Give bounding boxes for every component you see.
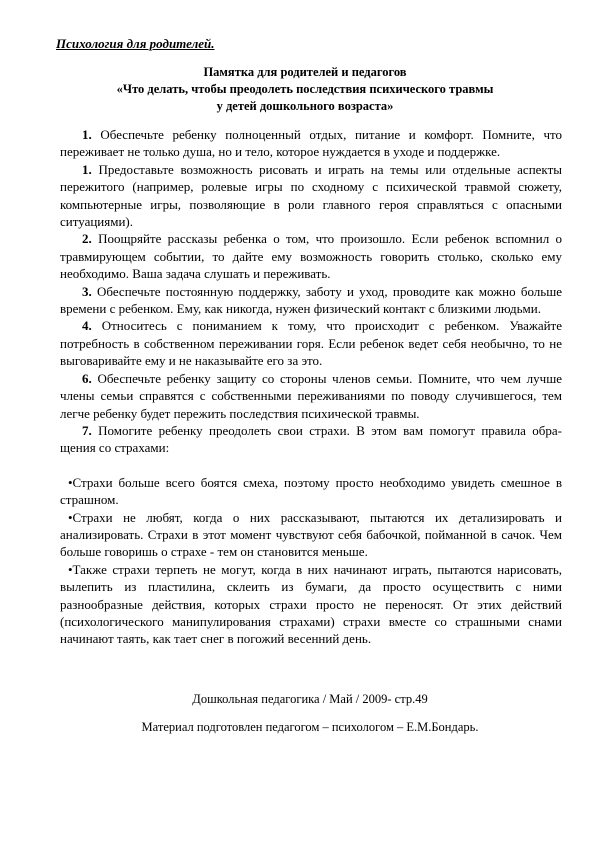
paragraph — [60, 161, 562, 231]
paragraph-number: 1. — [82, 127, 92, 142]
fear-rules-list — [60, 474, 562, 648]
heading-line-2: «Что делать, чтобы преодолеть последствия психического травмы — [116, 82, 494, 96]
memo-body — [60, 126, 562, 648]
paragraph — [60, 370, 562, 422]
paragraph-text: Обеспечьте ребенку защиту со стороны членов семьи. Помните, что чем лучше члены семьи справятся с собственными переживаниями по поводу случившегося, тем легче ребенку будет пережить последствия психической травмы. — [60, 370, 562, 421]
paragraph-text: Относитесь с пониманием к тому, что происходит с ребенком. Уважайте потребность в собственном переживании горя. Если ребенок ведет себя необычно, то не выговаривайте ему и не наказывайте его за это. — [60, 318, 562, 369]
paragraph-number: 3. — [82, 283, 92, 299]
author-credit: Материал подготовлен педагогом – психологом – Е.М.Бондарь. — [141, 720, 479, 734]
paragraph — [60, 230, 562, 282]
paragraph-number: 4. — [82, 318, 92, 334]
paragraph — [60, 283, 562, 318]
paragraph-text: Предоставьте возможность рисовать и играть на темы или отдельные аспекты пережитого (например, ролевые игры по сходному с психической травмой сюжету, компьютерные игры, позволяющие в роли главного героя справляться с опасными ситуациями). — [60, 161, 562, 230]
list-item: •Страхи не любят, когда о них рассказывают, пытаются их детализировать и анализировать. Страхи в этот момент чувствуют себя бабочкой, пойманной в сачок. Чем больше говоришь о страхе - тем он становится меньше. — [60, 509, 562, 560]
source-citation: Дошкольная педагогика / Май / 2009- стр.49 — [192, 692, 428, 706]
paragraph-text: Обеспечьте ребенку полноценный отдых, питание и комфорт. Помните, что переживает не только душа, но и тело, которое нуждается в уходе и поддержке. — [60, 127, 562, 160]
paragraph-text: Помогите ребенку преодолеть свои страхи. В этом вам помогут правила обра-щения со страхами: — [60, 422, 562, 456]
list-item: •Также страхи терпеть не могут, когда в них начинают играть, пытаются нарисовать, вылепить из пластилина, склеить из бумаги, да просто осуществить с ними разнообразные действия, которых страхи просто не переносят. От этих действий (психологического манипулирования страхами) страхи вместе со страшными снами начинают таять, как тает снег в погожий весенний день. — [60, 561, 562, 647]
heading-line-3: у детей дошкольного возраста» — [216, 99, 394, 113]
memo-heading — [60, 64, 550, 115]
section-title: Психология для родителей. — [56, 36, 215, 51]
paragraph-text: Обеспечьте постоянную поддержку, заботу и уход, проводите как можно больше времени с ребенком. Ему, как никогда, нужен физический контакт с близкими людьми. — [60, 283, 562, 317]
list-item: •Страхи больше всего боятся смеха, поэтому просто необходимо увидеть смешное в страшном. — [60, 474, 562, 508]
paragraph — [60, 317, 562, 369]
heading-line-1: Памятка для родителей и педагогов — [203, 65, 407, 79]
paragraph-text: Поощряйте рассказы ребенка о том, что произошло. Если ребенок вспомнил о травмирующем событии, то дайте ему возможность говорить столько, сколько ему необходимо. Ваша задача слушать и переживать. — [60, 231, 562, 282]
paragraph-number: 7. — [82, 422, 92, 438]
paragraph — [60, 126, 562, 161]
paragraph-number: 1. — [82, 161, 92, 177]
paragraph — [60, 422, 562, 457]
paragraph-number: 6. — [82, 370, 92, 386]
paragraph-number: 2. — [82, 231, 92, 247]
